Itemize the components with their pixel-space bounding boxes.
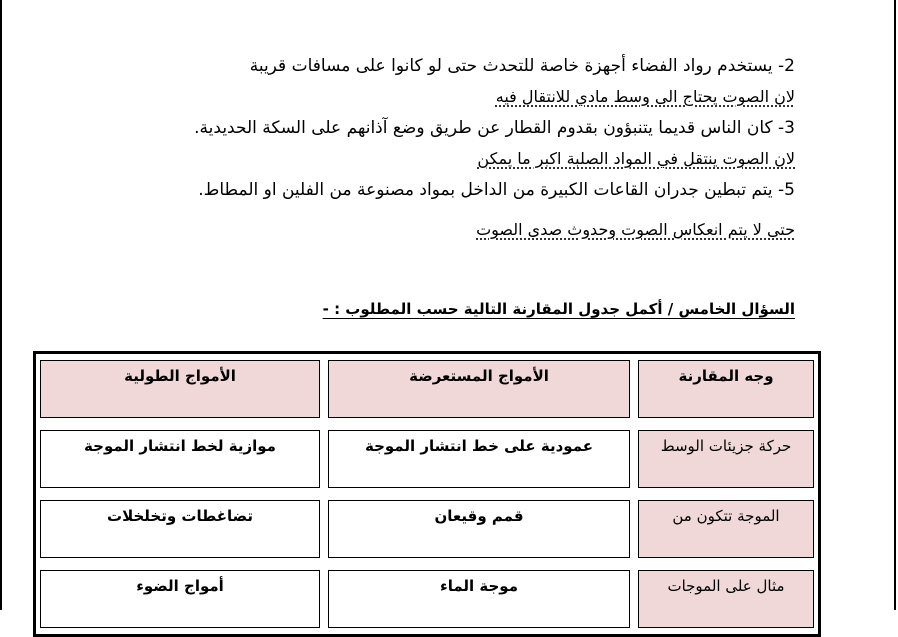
answer-3: لان الصوت ينتقل في المواد الصلبة اكبر ما يمكن [477, 149, 795, 168]
transverse-value: موجة الماء [328, 570, 630, 628]
table-cell [324, 494, 634, 564]
longitudinal-value: موازية لخط انتشار الموجة [40, 430, 320, 488]
table-cell [634, 424, 818, 494]
table-header-row [36, 354, 818, 424]
header-longitudinal-waves: الأمواج الطولية [40, 360, 320, 418]
table-cell [36, 494, 324, 564]
table-header-cell [634, 354, 818, 424]
answer-5: حتى لا يتم انعكاس الصوت وحدوث صدى الصوت [476, 220, 795, 239]
answer-2: لان الصوت يحتاج الى وسط مادي للانتقال فيه [495, 87, 795, 106]
left-border-line [0, 0, 2, 610]
header-comparison-aspect: وجه المقارنة [638, 360, 814, 418]
table-header-cell [36, 354, 324, 424]
comparison-table [33, 351, 821, 637]
section-heading: السؤال الخامس / أكمل جدول المقارنة التالية حسب المطلوب : - [322, 300, 795, 318]
question-5: 5- يتم تبطين جدران القاعات الكبيرة من الداخل بمواد مصنوعة من الفلين او المطاط. [198, 180, 795, 200]
table-cell [36, 564, 324, 634]
table-row [36, 424, 818, 494]
question-3: 3- كان الناس قديما يتنبؤون بقدوم القطار عن طريق وضع آذانهم على السكة الحديدية. [194, 118, 795, 138]
transverse-value: عمودية على خط انتشار الموجة [328, 430, 630, 488]
question-2: 2- يستخدم رواد الفضاء أجهزة خاصة للتحدث حتى لو كانوا على مسافات قريبة [249, 56, 795, 76]
longitudinal-value: تضاغطات وتخلخلات [40, 500, 320, 558]
right-border-line [894, 0, 896, 610]
transverse-value: قمم وقيعان [328, 500, 630, 558]
row-label: مثال على الموجات [638, 570, 814, 628]
table-cell [324, 564, 634, 634]
table-cell [634, 494, 818, 564]
table-cell [634, 564, 818, 634]
header-transverse-waves: الأمواج المستعرضة [328, 360, 630, 418]
row-label: حركة جزيئات الوسط [638, 430, 814, 488]
row-label: الموجة تتكون من [638, 500, 814, 558]
table-cell [36, 424, 324, 494]
table-row [36, 564, 818, 634]
table-cell [324, 424, 634, 494]
table-header-cell [324, 354, 634, 424]
longitudinal-value: أمواج الضوء [40, 570, 320, 628]
table-row [36, 494, 818, 564]
